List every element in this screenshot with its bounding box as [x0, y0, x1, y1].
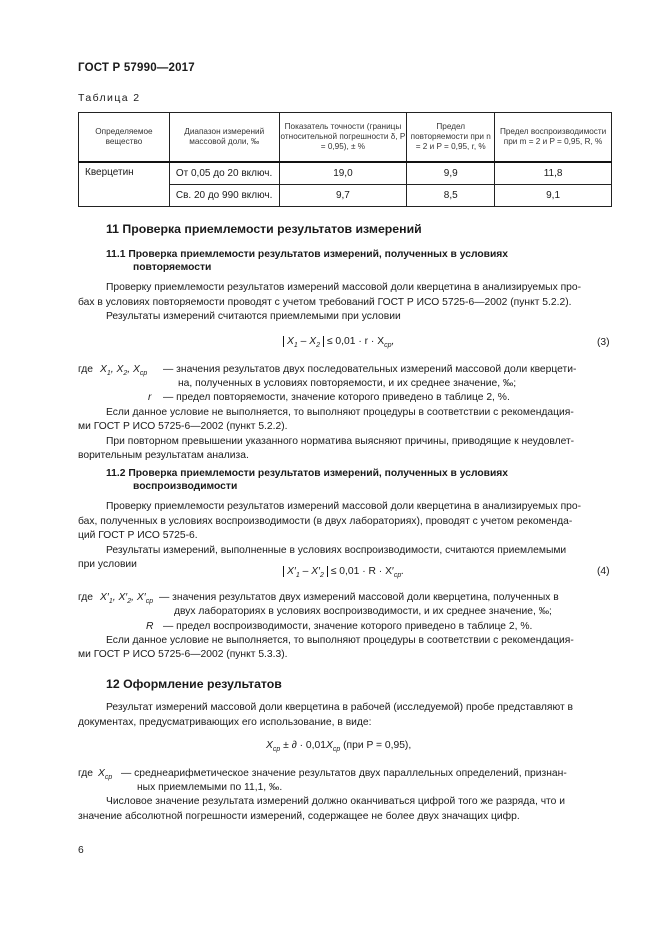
paragraph-line: ворительным результатам анализа. [78, 450, 249, 461]
table-2 [78, 112, 612, 207]
cell-r: 9,9 [407, 162, 495, 185]
where-label: где [78, 364, 94, 375]
formula-3: $X_1 - X_2 \le 0,01 \cdot r \cdot X_{ср}$, [283, 336, 394, 349]
paragraph-line: бах, полученных в условиях воспроизводимости (в двух лабораториях), проводят с учетом рекоменда- [78, 516, 573, 527]
paragraph-line: Проверку приемлемости результатов измерений массовой доли кверцетина в анализируемых про- [106, 501, 582, 512]
where-label: где [78, 768, 94, 779]
where-symbol-R: R [146, 621, 154, 632]
standard-header: ГОСТ Р 57990—2017 [78, 62, 195, 74]
where-symbols-1: $X_1$, $X_2$, $X_{ср}$ [100, 364, 148, 378]
page-number: 6 [78, 845, 84, 856]
where-def-line: — предел воспроизводимости, значение которого приведено в таблице 2, %. [163, 621, 533, 632]
formula-4-body: ≤ 0,01 · R · X′ [330, 566, 394, 577]
section-11-1-title-line2: повторяемости [133, 262, 212, 273]
cell-r: 8,5 [407, 185, 495, 207]
where-symbol-r: r [148, 392, 152, 403]
section-11-title: 11 Проверка приемлемости результатов измерений [106, 222, 422, 236]
paragraph-line: Числовое значение результата измерений должно оканчиваться цифрой того же разряда, что и [106, 796, 565, 807]
paragraph-line: значение абсолютной погрешности измерений, содержащее не более двух значащих цифр. [78, 811, 520, 822]
paragraph-line: Если данное условие не выполняется, то выполняют процедуры в соответствии с рекомендация- [106, 635, 574, 646]
where-def-line: двух лабораториях в условиях воспроизводимости, и их среднее значение, ‰; [174, 606, 552, 617]
table-row [79, 162, 612, 185]
paragraph-line: документах, предусматривающих его использование, в виде: [78, 717, 372, 728]
where-def-line: — предел повторяемости, значение которого приведено в таблице 2, %. [163, 392, 510, 403]
formula-4-number: (4) [597, 566, 610, 577]
formula-3-body: ≤ 0,01 · r · X [326, 336, 385, 347]
paragraph-line: ми ГОСТ Р ИСО 5725-6—2002 (пункт 5.3.3). [78, 649, 288, 660]
paragraph-line: Результаты измерений, выполненные в условиях воспроизводимости, считаются приемлемыми [106, 545, 567, 556]
where-def-line: на, полученных в условиях повторяемости, и их среднее значение, ‰; [178, 378, 517, 389]
table-header-row [79, 113, 612, 163]
header-accuracy: Показатель точности (границы относительной погрешности δ, P = 0,95), ± % [279, 113, 407, 163]
header-reproducibility: Предел воспроизводимости при m = 2 и P = 0,95, R, % [495, 113, 612, 163]
formula-3-number: (3) [597, 337, 610, 348]
section-11-2-title-line1: 11.2 Проверка приемлемости результатов измерений, полученных в условиях [106, 468, 509, 479]
paragraph-line: Результат измерений массовой доли кверцетина в рабочей (исследуемой) пробе представляют в [106, 702, 573, 713]
paragraph-line: ми ГОСТ Р ИСО 5725-6—2002 (пункт 5.2.2). [78, 421, 288, 432]
cell-range: От 0,05 до 20 включ. [169, 162, 279, 185]
paragraph-line: бах в условиях повторяемости проводят с учетом требований ГОСТ Р ИСО 5725-6—2002 (пункт 5.2.2). [78, 297, 572, 308]
table-caption: Таблица 2 [78, 92, 141, 104]
cell-substance: Кверцетин [79, 162, 170, 207]
paragraph-line: Если данное условие не выполняется, то выполняют процедуры в соответствии с рекомендация- [106, 407, 574, 418]
paragraph-line: при условии [78, 559, 137, 570]
section-11-2-title-line2: воспроизводимости [133, 481, 238, 492]
where-symbols-2: $X'_1$, $X'_2$, $X'_{ср}$ [100, 592, 154, 606]
where-def-line: — среднеарифметическое значение результатов двух параллельных определений, признан- [121, 768, 567, 779]
paragraph-line: ций ГОСТ Р ИСО 5725-6. [78, 530, 198, 541]
header-substance: Определяемое вещество [79, 113, 170, 163]
header-range: Диапазон измерений массовой доли, ‰ [169, 113, 279, 163]
header-repeatability: Предел повторяемости при n = 2 и P = 0,95, r, % [407, 113, 495, 163]
cell-delta: 9,7 [279, 185, 407, 207]
where-symbol-xcp: $X_{ср}$ [98, 768, 113, 782]
section-11-1-title-line1: 11.1 Проверка приемлемости результатов измерений, полученных в условиях [106, 249, 509, 260]
where-def-line: — значения результатов двух последовательных измерений массовой доли кверцети- [163, 364, 577, 375]
formula-4: $X'_1 - X'_2 \le 0,01 \cdot R \cdot X'_{ср}$. [283, 566, 404, 579]
where-def-line: — значения результатов двух измерений массовой доли кверцетина, полученных в [159, 592, 559, 603]
formula-result: $X_{ср}$ ± ∂ · $0,01X_{ср}$ (при P = 0,95), [266, 740, 412, 754]
section-12-title: 12 Оформление результатов [106, 677, 282, 691]
paragraph-line: При повторном превышении указанного норматива выясняют причины, приводящие к неудовлет- [106, 436, 575, 447]
cell-R: 11,8 [495, 162, 612, 185]
cell-R: 9,1 [495, 185, 612, 207]
where-def-line: ных приемлемыми по 11,1, ‰. [137, 782, 283, 793]
paragraph-line: Проверку приемлемости результатов измерений массовой доли кверцетина в анализируемых про- [106, 282, 582, 293]
where-label: где [78, 592, 94, 603]
paragraph-line: Результаты измерений считаются приемлемыми при условии [106, 311, 401, 322]
cell-range: Св. 20 до 990 включ. [169, 185, 279, 207]
cell-delta: 19,0 [279, 162, 407, 185]
formula-result-tail: (при P = 0,95), [343, 740, 412, 751]
